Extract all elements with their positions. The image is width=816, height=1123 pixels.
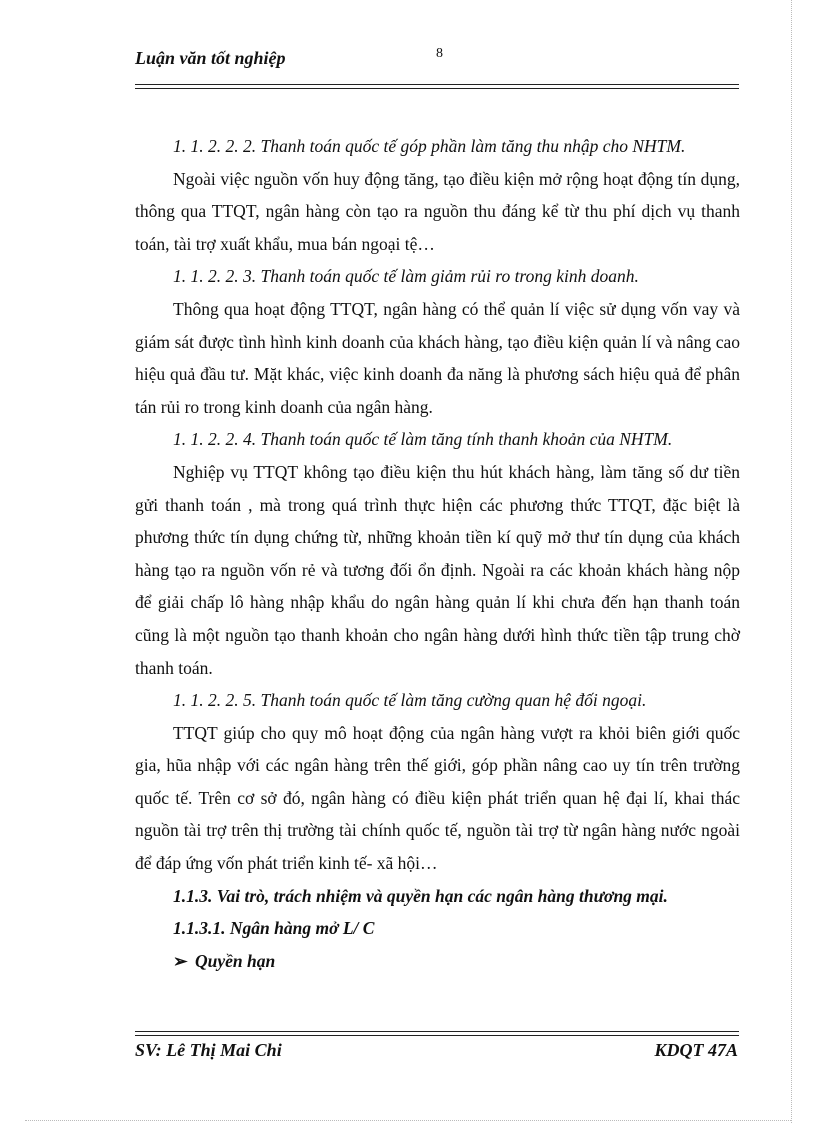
paragraph-liquidity: Nghiệp vụ TTQT không tạo điều kiện thu hút khách hàng, làm tăng số dư tiền gửi thanh toán , mà trong quá trình thực hiện các phương thức TTQT, đặc biệt là phương thức tín dụng chứng từ, những khoản tiền kí quỹ mở thư tín dụng của khách hàng tạo ra nguồn vốn rẻ và tương đối ổn định. Ngoài ra các khoản khách hàng nộp để giải chấp lô hàng nhập khẩu do ngân hàng quản lí khi chưa đến hạn thanh toán cũng là một nguồn tạo thanh khoản cho ngân hàng dưới hình thức tiền tập trung chờ thanh toán. [135, 461, 740, 678]
section-heading-1-1-2-2-3: 1. 1. 2. 2. 3. Thanh toán quốc tế làm giảm rủi ro trong kinh doanh. [173, 266, 639, 287]
document-body [135, 130, 740, 977]
page-number: 8 [436, 46, 443, 61]
page-edge-bottom [25, 1120, 791, 1121]
arrow-bullet-icon: ➢ [173, 950, 188, 971]
page-edge-right [791, 0, 792, 1123]
section-heading-1-1-2-2-4: 1. 1. 2. 2. 4. Thanh toán quốc tế làm tăng tính thanh khoản của NHTM. [173, 429, 673, 450]
paragraph-foreign-relations: TTQT giúp cho quy mô hoạt động của ngân hàng vượt ra khỏi biên giới quốc gia, hũa nhập với các ngân hàng trên thế giới, góp phần nâng cao uy tín trên trường quốc tế. Trên cơ sở đó, ngân hàng có điều kiện phát triển quan hệ đại lí, khai thác nguồn tài trợ trên thị trường tài chính quốc tế, nguồn tài trợ từ ngân hàng nước ngoài để đáp ứng vốn phát triển kinh tế- xã hội… [135, 722, 740, 874]
footer-student: SV: Lê Thị Mai Chi [135, 1040, 282, 1060]
footer-class-code: KDQT 47A [654, 1040, 738, 1060]
footer-rule [135, 1031, 739, 1036]
section-heading-1-1-3-1: 1.1.3.1. Ngân hàng mở L/ C [173, 918, 375, 939]
paragraph-risk: Thông qua hoạt động TTQT, ngân hàng có thể quản lí việc sử dụng vốn vay và giám sát được tình hình kinh doanh của khách hàng, tạo điều kiện quản lí và nâng cao hiệu quả đầu tư. Mặt khác, việc kinh doanh đa năng là phương sách hiệu quả để phân tán rủi ro trong kinh doanh của ngân hàng. [135, 298, 740, 417]
bullet-text: Quyền hạn [195, 950, 276, 971]
section-heading-1-1-2-2-2: 1. 1. 2. 2. 2. Thanh toán quốc tế góp phần làm tăng thu nhập cho NHTM. [173, 136, 686, 156]
section-heading-1-1-3: 1.1.3. Vai trò, trách nhiệm và quyền hạn các ngân hàng thương mại. [173, 885, 668, 906]
bullet-item [135, 945, 740, 978]
section-heading-1-1-2-2-5: 1. 1. 2. 2. 5. Thanh toán quốc tế làm tăng cường quan hệ đối ngoại. [173, 690, 647, 711]
header-rule [135, 84, 739, 89]
header-title: Luận văn tốt nghiệp [135, 48, 286, 68]
paragraph-income: Ngoài việc nguồn vốn huy động tăng, tạo điều kiện mở rộng hoạt động tín dụng, thông qua TTQT, ngân hàng còn tạo ra nguồn thu đáng kể từ thu phí dịch vụ thanh toán, tài trợ xuất khẩu, mua bán ngoại tệ… [135, 168, 740, 254]
